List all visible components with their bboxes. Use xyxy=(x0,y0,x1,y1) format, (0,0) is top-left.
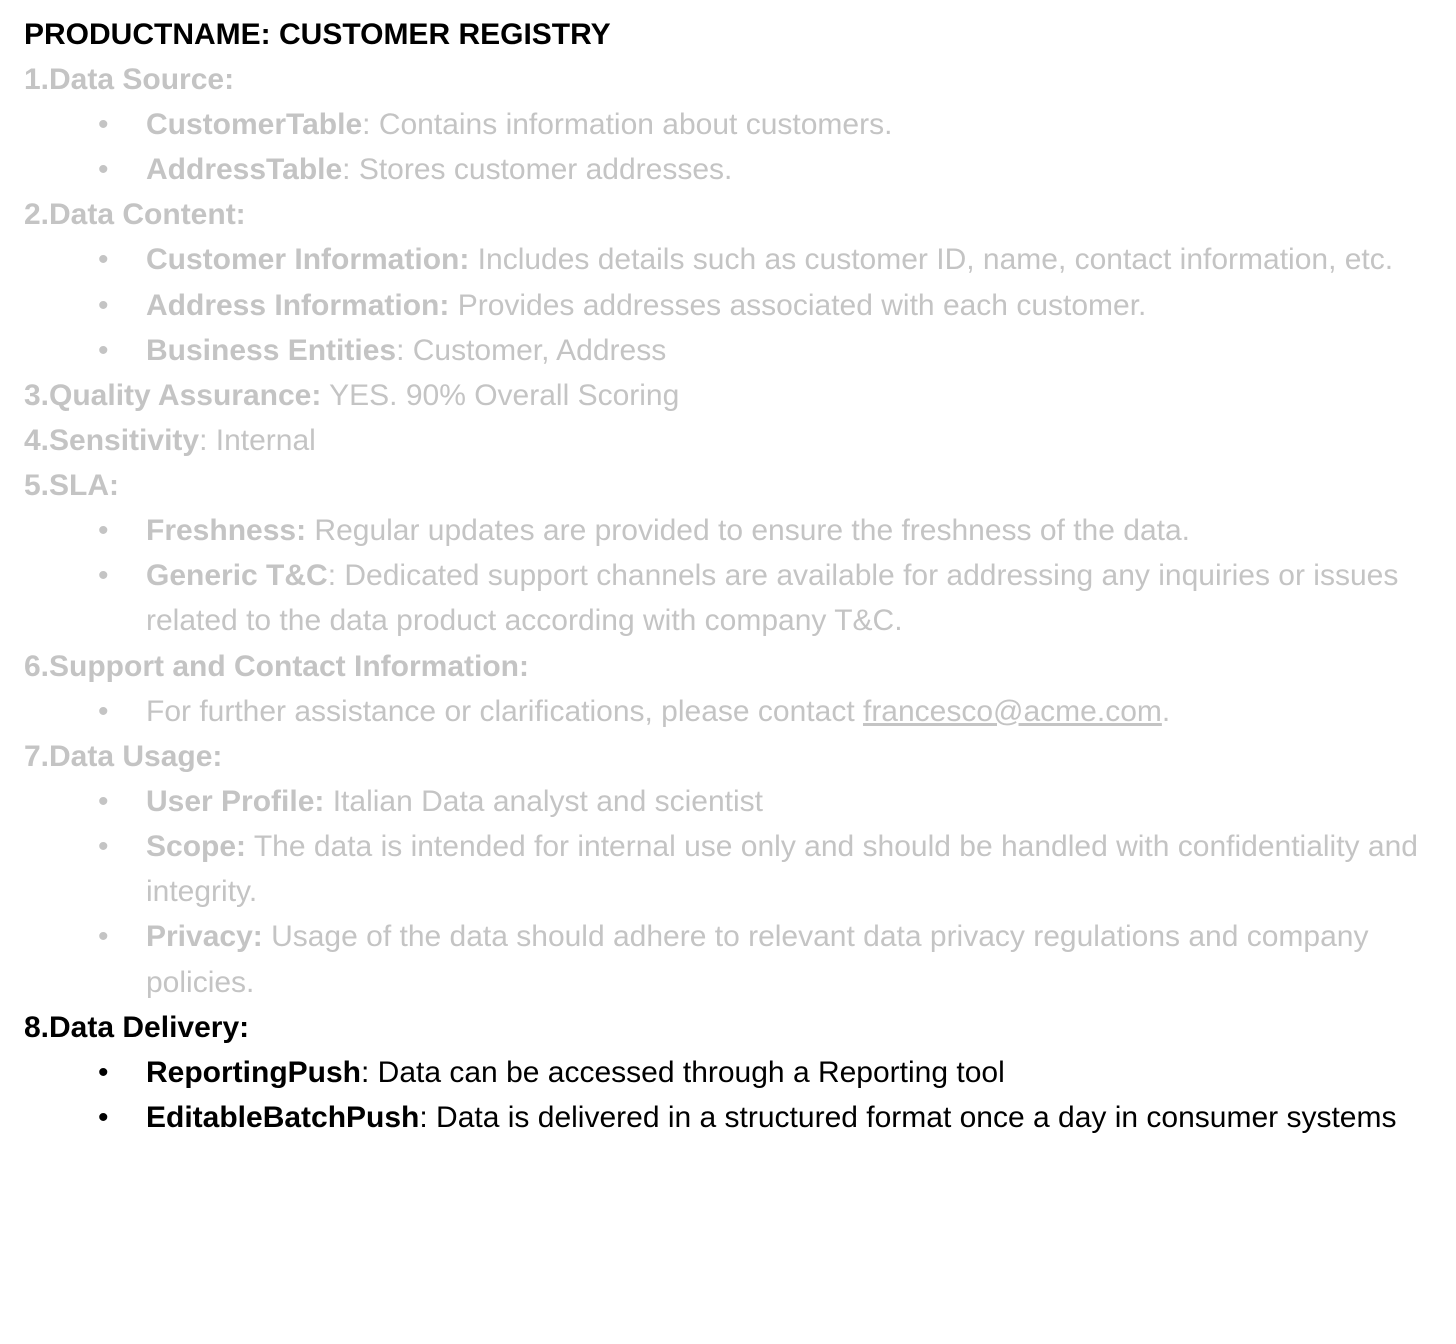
section-heading: 5.SLA: xyxy=(24,469,120,503)
section-heading: 8.Data Delivery: xyxy=(24,1010,250,1044)
list-item xyxy=(24,824,1444,914)
section-heading xyxy=(24,418,1444,463)
item-text: : Customer, Address xyxy=(396,333,667,367)
item-text: : Data is delivered in a structured format once a day in consumer systems xyxy=(419,1101,1397,1135)
item-text: Provides addresses associated with each customer. xyxy=(449,288,1147,322)
item-label: Privacy: xyxy=(146,920,263,954)
item-label: Business Entities xyxy=(146,333,397,367)
bullet-icon: • xyxy=(98,559,109,593)
list-item xyxy=(24,914,1444,1004)
section-support-contact xyxy=(24,644,1444,734)
list-item xyxy=(24,553,1444,643)
item-text: Italian Data analyst and scientist xyxy=(324,784,763,818)
list-item xyxy=(24,1050,1444,1095)
heading-value: YES. 90% Overall Scoring xyxy=(321,379,680,413)
section-quality-assurance xyxy=(24,373,1444,418)
item-label: Scope: xyxy=(146,830,247,864)
item-label: User Profile: xyxy=(146,784,325,818)
item-label: Customer Information: xyxy=(146,243,470,277)
list-item xyxy=(24,147,1444,192)
item-text: Regular updates are provided to ensure the freshness of the data. xyxy=(306,514,1190,548)
section-heading: 6.Support and Contact Information: xyxy=(24,649,529,683)
item-label: Address Information: xyxy=(146,288,450,322)
section-sensitivity xyxy=(24,418,1444,463)
section-heading: 1.Data Source: xyxy=(24,63,235,96)
heading-label: 4.Sensitivity xyxy=(24,424,200,458)
item-text-after: . xyxy=(1161,694,1171,728)
section-heading xyxy=(24,373,1444,418)
section-data-content xyxy=(24,192,1444,373)
bullet-icon: • xyxy=(98,288,109,322)
item-text: : Stores customer addresses. xyxy=(342,153,733,187)
list-item xyxy=(24,779,1444,824)
item-text: : Data can be accessed through a Reporting tool xyxy=(361,1055,1005,1089)
list-item xyxy=(24,283,1444,328)
bullet-icon: • xyxy=(98,694,109,728)
item-text: Usage of the data should adhere to relevant data privacy regulations and company policies. xyxy=(146,920,1369,999)
bullet-icon: • xyxy=(98,784,109,818)
item-label: EditableBatchPush xyxy=(146,1101,420,1135)
item-label: Generic T&C xyxy=(146,559,328,593)
bullet-icon: • xyxy=(98,333,109,367)
item-text: For further assistance or clarifications, please contact xyxy=(146,694,863,728)
bullet-icon: • xyxy=(98,243,109,277)
bullet-icon: • xyxy=(98,830,109,864)
bullet-icon: • xyxy=(98,1055,109,1089)
bullet-icon: • xyxy=(98,108,109,141)
list-item xyxy=(24,508,1444,553)
list-item xyxy=(24,689,1444,734)
bullet-icon: • xyxy=(98,1101,109,1135)
item-text: The data is intended for internal use only and should be handled with confidentiality and integrity. xyxy=(146,830,1418,909)
document-page xyxy=(24,12,1444,1140)
bullet-icon: • xyxy=(98,920,109,954)
item-text: Includes details such as customer ID, name, contact information, etc. xyxy=(469,243,1394,277)
section-sla xyxy=(24,463,1444,644)
heading-label: 3.Quality Assurance: xyxy=(24,379,322,413)
section-heading: 7.Data Usage: xyxy=(24,739,223,773)
list-item xyxy=(24,237,1444,282)
item-text: : Dedicated support channels are available for addressing any inquiries or issues related to the data product according with company T&C. xyxy=(146,559,1399,638)
heading-value: : Internal xyxy=(199,424,316,458)
list-item xyxy=(24,102,1444,147)
contact-email-link[interactable]: francesco@acme.com xyxy=(862,694,1162,728)
section-heading: 2.Data Content: xyxy=(24,198,246,232)
list-item xyxy=(24,328,1444,373)
bullet-icon: • xyxy=(98,514,109,548)
item-label: CustomerTable xyxy=(146,108,363,141)
product-title: PRODUCTNAME: CUSTOMER REGISTRY xyxy=(24,18,611,51)
section-data-source xyxy=(24,57,1444,192)
item-label: AddressTable xyxy=(146,153,343,187)
section-data-delivery xyxy=(24,1005,1444,1140)
item-label: ReportingPush xyxy=(146,1055,361,1089)
section-data-usage xyxy=(24,734,1444,1005)
item-text: : Contains information about customers. xyxy=(362,108,893,141)
item-label: Freshness: xyxy=(146,514,307,548)
list-item xyxy=(24,1095,1444,1140)
bullet-icon: • xyxy=(98,153,109,187)
